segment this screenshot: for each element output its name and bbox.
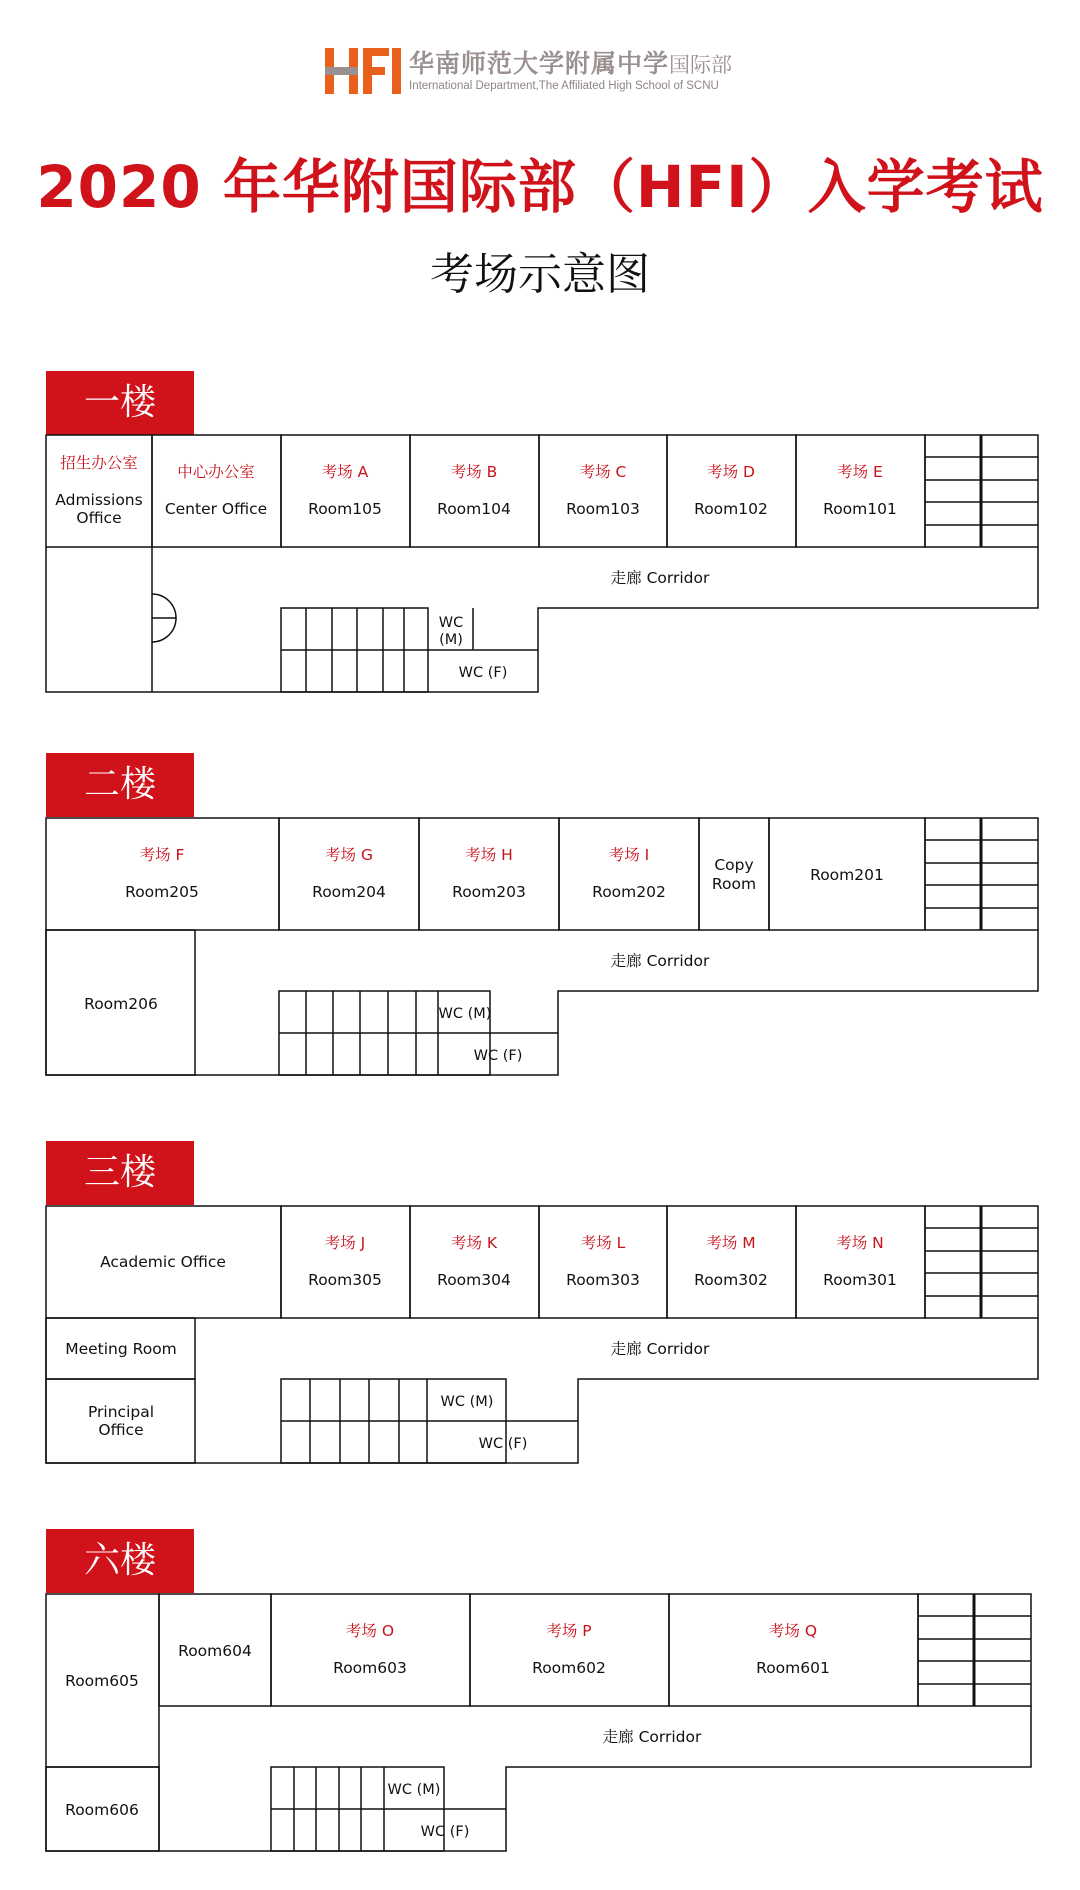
room-label: Principal: [87, 1403, 155, 1421]
room-label-exam: 考场 D: [707, 463, 755, 481]
room-label-exam: 考场 E: [837, 463, 883, 481]
room-label: Room602: [532, 1659, 606, 1677]
room-label: Academic Office: [100, 1253, 226, 1271]
room-label: Room104: [437, 500, 511, 518]
room-label-exam: 考场 N: [836, 1234, 884, 1252]
floor-tab-3: 三楼: [46, 1141, 194, 1205]
room-label-exam: 中心办公室: [177, 463, 255, 481]
staircase-icon: [925, 818, 1038, 930]
corridor-6: [46, 1706, 1031, 1851]
room-label: Room605: [65, 1672, 139, 1690]
room-204: [279, 818, 419, 930]
room-label-exam: 考场 J: [324, 1234, 366, 1252]
room-label: Room204: [312, 883, 386, 901]
room-label: Room305: [308, 1271, 382, 1289]
room-label: Copy: [714, 856, 754, 874]
corridor-1: [46, 547, 1038, 692]
room-label-exam: 考场 Q: [768, 1622, 818, 1640]
wc-female-label: WC (F): [420, 1824, 470, 1840]
door-icon: [152, 594, 176, 642]
room-label-exam: 考场 O: [345, 1622, 395, 1640]
room-center-office: [152, 435, 281, 547]
room-label: Room201: [810, 866, 884, 884]
room-label: Room202: [592, 883, 666, 901]
room-label-exam: 考场 P: [546, 1622, 592, 1640]
wc-male-label: WC: [438, 615, 464, 631]
wc-female-label: WC (F): [458, 665, 508, 681]
room-305: [281, 1206, 410, 1318]
logo-department: 国际部: [669, 53, 733, 77]
room-label: Room304: [437, 1271, 511, 1289]
corridor-label: 走廊 Corridor: [610, 1340, 710, 1358]
room-label-exam: 考场 L: [580, 1234, 626, 1252]
room-copy: [699, 818, 769, 930]
room-label: Admissions: [55, 491, 143, 509]
toilet-block: [281, 1379, 578, 1463]
school-logo: [325, 44, 785, 100]
room-103: [539, 435, 667, 547]
room-label-exam: 考场 K: [450, 1234, 498, 1252]
room-104: [410, 435, 539, 547]
room-label: Room203: [452, 883, 526, 901]
room-205: [46, 818, 279, 930]
room-label-exam: 考场 F: [139, 846, 185, 864]
room-label: Room302: [694, 1271, 768, 1289]
room-105: [281, 435, 410, 547]
wc-male-label: WC (M): [440, 1394, 494, 1410]
room-303: [539, 1206, 667, 1318]
wc-male-label: WC (M): [387, 1782, 441, 1798]
room-label-exam: 考场 I: [608, 846, 650, 864]
room-601: [669, 1594, 918, 1706]
floor-tab-1: 一楼: [46, 371, 194, 435]
room-304: [410, 1206, 539, 1318]
toilet-block: [271, 1767, 506, 1851]
room-label: Meeting Room: [65, 1340, 177, 1358]
room-label: Room604: [178, 1642, 252, 1660]
corridor-label: 走廊 Corridor: [610, 952, 710, 970]
room-203: [419, 818, 559, 930]
room-302: [667, 1206, 796, 1318]
room-301: [796, 1206, 925, 1318]
room-label: Room103: [566, 500, 640, 518]
floor-2-plan: [46, 818, 1038, 1075]
room-label: Room601: [756, 1659, 830, 1677]
wc-male-label: WC (M): [438, 1006, 492, 1022]
room-label: Room603: [333, 1659, 407, 1677]
page-subtitle: 考场示意图: [430, 249, 650, 300]
room-label-exam: 招生办公室: [60, 454, 138, 472]
room-102: [667, 435, 796, 547]
logo-english-name: International Department,The Affiliated High School of SCNU: [409, 80, 719, 92]
wc-female-label: WC (F): [473, 1048, 523, 1064]
logo-school-name-cn: 华南师范大学附属中学: [409, 49, 670, 78]
floor-tab-6: 六楼: [46, 1529, 194, 1593]
room-label: Room: [711, 875, 757, 893]
wc-male-label: (M): [439, 632, 463, 648]
room-label: Center Office: [164, 500, 268, 518]
staircase-icon: [925, 1206, 1038, 1318]
corridor-label: 走廊 Corridor: [610, 569, 710, 587]
logo-school-name: [409, 44, 732, 80]
room-101: [796, 435, 925, 547]
floor-3-plan: [46, 1206, 1038, 1463]
room-label-exam: 考场 B: [450, 463, 498, 481]
page-title: 2020 年华附国际部（HFI）入学考试: [36, 153, 1044, 221]
corridor-label: 走廊 Corridor: [602, 1728, 702, 1746]
room-603: [271, 1594, 470, 1706]
room-602: [470, 1594, 669, 1706]
floor-6-plan: [46, 1594, 1031, 1851]
room-label: Room606: [65, 1801, 139, 1819]
room-label: Room102: [694, 500, 768, 518]
hfi-logo-icon: [325, 48, 401, 94]
room-label-exam: 考场 H: [465, 846, 513, 864]
floor-1-plan: [46, 435, 1038, 692]
wc-female-label: WC (F): [478, 1436, 528, 1452]
room-label: Room303: [566, 1271, 640, 1289]
room-202: [559, 818, 699, 930]
room-label: Office: [76, 509, 122, 527]
room-label-exam: 考场 G: [325, 846, 373, 864]
floor-tab-2: 二楼: [46, 753, 194, 817]
room-label: Room206: [84, 995, 158, 1013]
room-label-exam: 考场 A: [321, 463, 369, 481]
room-label: Room205: [125, 883, 199, 901]
room-label: Room301: [823, 1271, 897, 1289]
staircase-icon: [925, 435, 1038, 547]
room-label: Room105: [308, 500, 382, 518]
room-label-exam: 考场 M: [706, 1234, 756, 1252]
room-label: Room101: [823, 500, 897, 518]
room-label: Office: [98, 1421, 144, 1439]
staircase-icon: [918, 1594, 1031, 1706]
room-label-exam: 考场 C: [579, 463, 627, 481]
